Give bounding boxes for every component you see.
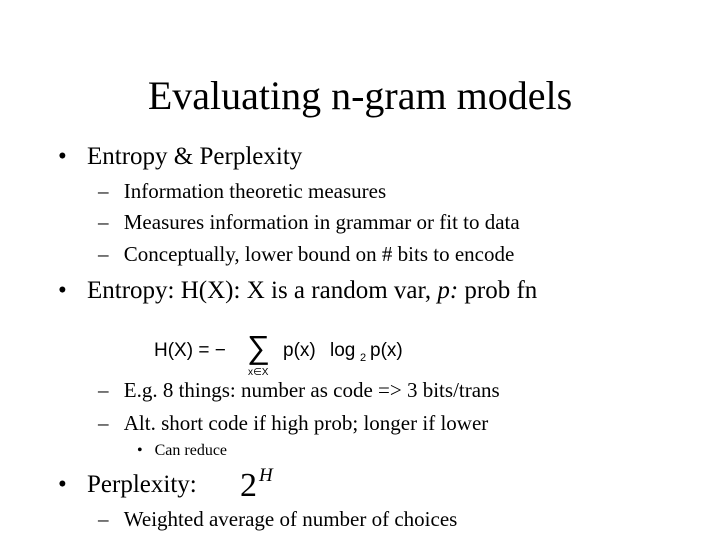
bullet-text: Entropy: H(X): X is a random var, [87, 277, 438, 304]
formula-lhs: H(X) = − [154, 340, 226, 361]
slide-title: Evaluating n-gram models [147, 73, 573, 118]
subitem-eg-8-things [98, 377, 500, 403]
subitem-measures-information [98, 209, 520, 235]
subitem-alt-short-code [98, 410, 488, 436]
subitem-text: Conceptually, lower bound on # bits to encode [123, 242, 515, 266]
formula-exponent: H [259, 465, 273, 486]
subitem-text: Information theoretic measures [123, 179, 387, 203]
bullet-marker: • [58, 471, 67, 498]
subsubitem-text: Can reduce [154, 442, 228, 459]
subitem-text: Alt. short code if high prob; longer if lower [123, 411, 489, 435]
bullet-text-after: prob fn [458, 277, 538, 304]
formula-sum-symbol: ∑ [247, 329, 270, 365]
bullet-entropy-definition [58, 276, 537, 306]
bullet-entropy-perplexity [58, 142, 302, 172]
subitem-weighted-average [98, 506, 457, 532]
subitem-information-theoretic [98, 178, 386, 204]
formula-term1: p(x) [283, 340, 316, 361]
formula-sum-subscript: x∈X [248, 367, 269, 378]
dash-marker: – [98, 378, 109, 402]
bullet-perplexity [58, 470, 197, 500]
subsubitem-can-reduce [137, 441, 227, 461]
subitem-text: E.g. 8 things: number as code => 3 bits/trans [123, 378, 500, 402]
formula-term2: p(x) [370, 340, 403, 361]
formula-base: 2 [240, 467, 257, 504]
subitem-text: Weighted average of number of choices [123, 507, 458, 531]
dash-marker: – [98, 179, 109, 203]
dash-marker: – [98, 242, 109, 266]
subitem-conceptually [98, 241, 514, 267]
entropy-formula [150, 325, 440, 380]
perplexity-formula [240, 466, 280, 506]
dash-marker: – [98, 411, 109, 435]
bullet-text: Entropy & Perplexity [87, 143, 303, 170]
bullet-text: Perplexity: [87, 471, 197, 498]
bullet-text-italic: p: [437, 277, 459, 304]
formula-log: log [330, 340, 356, 361]
bullet-marker: • [137, 442, 143, 459]
dash-marker: – [98, 507, 109, 531]
subitem-text: Measures information in grammar or fit to data [123, 210, 520, 234]
bullet-marker: • [58, 277, 67, 304]
formula-log-base: 2 [360, 352, 367, 364]
dash-marker: – [98, 210, 109, 234]
bullet-marker: • [58, 143, 67, 170]
